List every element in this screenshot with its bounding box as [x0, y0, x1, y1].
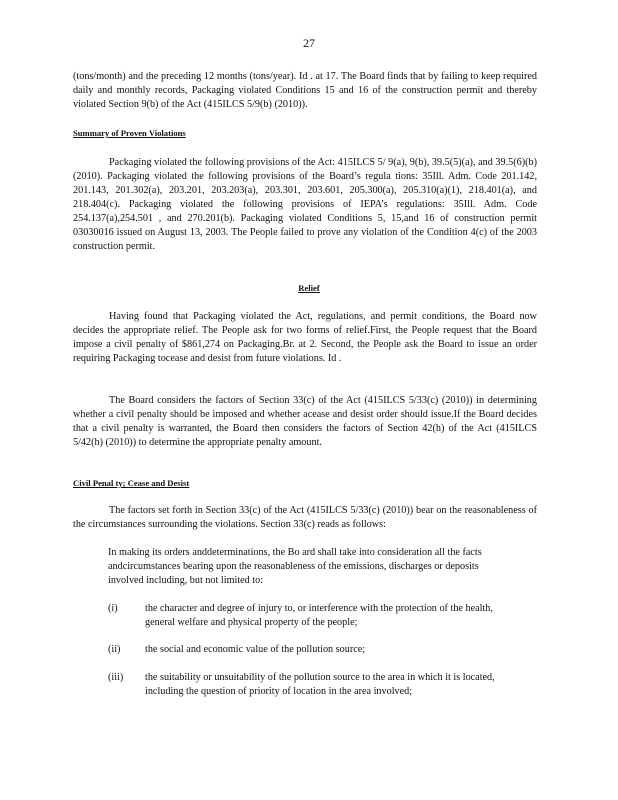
paragraph-text: The Board considers the factors of Section 33(c) of the Act (415ILCS 5/33(c) (2010)) in determining whether a civil penalty should be imposed and whether acease and desist order should issue.If the Board decides that a civil penalty is warranted, the Board then considers the factors of Section 42(h) of the Act (415ILCS 5/42(h) (2010)) to determine the appropriate penalty amount.	[73, 395, 537, 448]
paragraph-text: Packaging violated the following provisions of the Act: 415ILCS 5/ 9(a), 9(b), 39.5(5)(a), and 39.5(6)(b) (2010). Packaging violated the following provisions of the Board’s regula tions: 35Ill. Adm. Code 201.142, 201.143, 201.302(a), 203.201, 203.203(a), 203.301, 203.601, 205.300(a), 205.310(a)(1), 218.401(a), and 218.404(c). Packaging violated the following provisions of IEPA’s regulations: 35Ill. Adm. Code 254.137(a),254.501 , and 270.201(b). Packaging violated Conditions 5, 15,and 16 of construction permit 03030016 issued on August 13, 2003. The People failed to prove any violation of the Condition 4(c) of the 2003 construction permit.	[73, 157, 537, 252]
block-quote-section-33c: In making its orders anddeterminations, the Bo ard shall take into consideration all the facts andcircumstances bearing upon the reasonableness of the emissions, discharges or deposits involved including, but not limited to:	[108, 547, 482, 586]
heading-summary-of-proven-violations: Summary of Proven Violations	[73, 128, 186, 138]
list-item-text: the social and economic value of the pollution source;	[145, 644, 366, 655]
list-item-number: (iii)	[108, 672, 124, 683]
paragraph-records-violation	[73, 70, 537, 112]
paragraph-summary	[73, 156, 537, 254]
heading-relief: Relief	[298, 283, 320, 293]
heading-civil-penalty-cease-desist: Civil Penal ty; Cease and Desist	[73, 478, 190, 488]
paragraph-text: Having found that Packaging violated the Act, regulations, and permit conditions, the Board now decides the appropriate relief. The People ask for two forms of relief.First, the People request that the Board impose a civil penalty of $861,274 on Packaging.Br. at 2. Second, the People ask the Board to issue an order requiring Packaging tocease and desist from future violations. Id .	[73, 311, 537, 364]
paragraph-text: (tons/month) and the preceding 12 months (tons/year). Id . at 17. The Board finds that by failing to keep required daily and monthly records, Packaging violated Conditions 15 and 16 of the construction permit and thereby violated Section 9(b) of the Act (415ILCS 5/9(b) (2010)).	[73, 71, 537, 110]
paragraph-section-33c-42h	[73, 394, 537, 450]
paragraph-relief	[73, 310, 537, 366]
list-item-number: (ii)	[108, 644, 121, 655]
page-number: 27	[303, 36, 315, 50]
list-item-text: the suitability or unsuitability of the pollution source to the area in which it is located, including the question of priority of location in the area involved;	[145, 672, 495, 697]
paragraph-text: The factors set forth in Section 33(c) of the Act (415ILCS 5/33(c) (2010)) bear on the reasonableness of the circumstances surrounding the violations. Section 33(c) reads as follows:	[73, 505, 537, 530]
list-item-text: the character and degree of injury to, or interference with the protection of the health, general welfare and physical property of the people;	[145, 603, 493, 628]
list-item-number: (i)	[108, 603, 118, 614]
paragraph-civil-penalty	[73, 504, 537, 532]
